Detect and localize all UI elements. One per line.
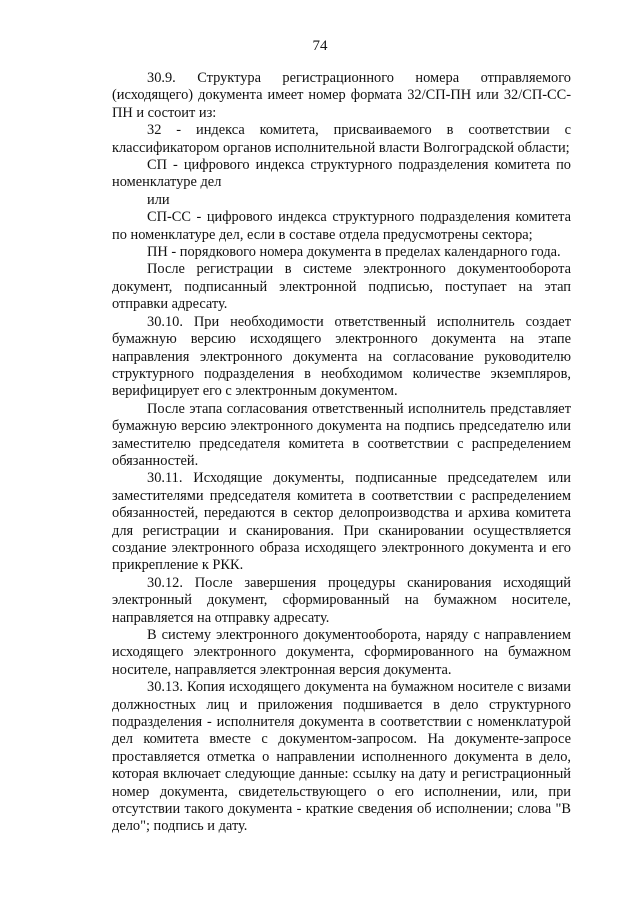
page-number: 74 xyxy=(312,38,328,54)
paragraph-sp-ss: СП-СС - цифрового индекса структурного подразделения комитета по номенклатуре дел, если в составе отдела предусмотрены сектора; xyxy=(112,209,571,243)
paragraph-after-registration: После регистрации в системе электронного документооборота документ, подписанный электронной подписью, поступает на этап отправки адресату. xyxy=(112,261,571,313)
document-body xyxy=(112,70,571,836)
paragraph-30-12: 30.12. После завершения процедуры сканирования исходящий электронный документ, сформированный на бумажном носителе, направляется на отправку адресату. xyxy=(112,574,571,626)
paragraph-or: или xyxy=(147,191,170,208)
paragraph-pn: ПН - порядкового номера документа в пределах календарного года. xyxy=(147,244,561,261)
paragraph-30-10: 30.10. При необходимости ответственный исполнитель создает бумажную версию исходящего электронного документа на этапе направления электронного документа на согласование руководителю структурного подразделения в необходимом количестве экземпляров, верифицирует его с электронным документом. xyxy=(112,313,571,400)
paragraph-30-11: 30.11. Исходящие документы, подписанные председателем или заместителями председателя комитета в соответствии с распределением обязанностей, передаются в сектор делопроизводства и архива комитета для регистрации и сканирования. При сканировании осуществляется создание электронного образа исходящего электронного документа и его прикрепление к РКК. xyxy=(112,470,571,574)
paragraph-after-approval: После этапа согласования ответственный исполнитель представляет бумажную версию электронного документа на подпись председателю или заместителю председателя комитета в соответствии с распределением обязанностей. xyxy=(112,400,571,469)
paragraph-sp: СП - цифрового индекса структурного подразделения комитета по номенклатуре дел xyxy=(112,157,571,191)
paragraph-electronic-version: В систему электронного документооборота, наряду с направлением исходящего электронного документа, сформированного на бумажном носителе, направляется электронная версия документа. xyxy=(112,627,571,678)
paragraph-index-32: 32 - индекса комитета, присваиваемого в соответствии с классификатором органов исполнительной власти Волгоградской области; xyxy=(112,122,571,156)
paragraph-30-13: 30.13. Копия исходящего документа на бумажном носителе с визами должностных лиц и приложения подшивается в дело структурного подразделения - исполнителя документа в соответствии с номенклатурой дел комитета вместе с документом-запросом. На документе-запросе проставляется отметка о направлении исполненного документа в дело, которая включает следующие данные: ссылку на дату и регистрационный номер документа, свидетельствующего о его исполнении, или, при отсутствии такого документа - краткие сведения об исполнении; слова "В дело"; подпись и дату. xyxy=(112,679,571,835)
paragraph-30-9: 30.9. Структура регистрационного номера отправляемого (исходящего) документа имеет номер формата 32/СП-ПН или 32/СП-СС-ПН и состоит из: xyxy=(112,70,571,121)
